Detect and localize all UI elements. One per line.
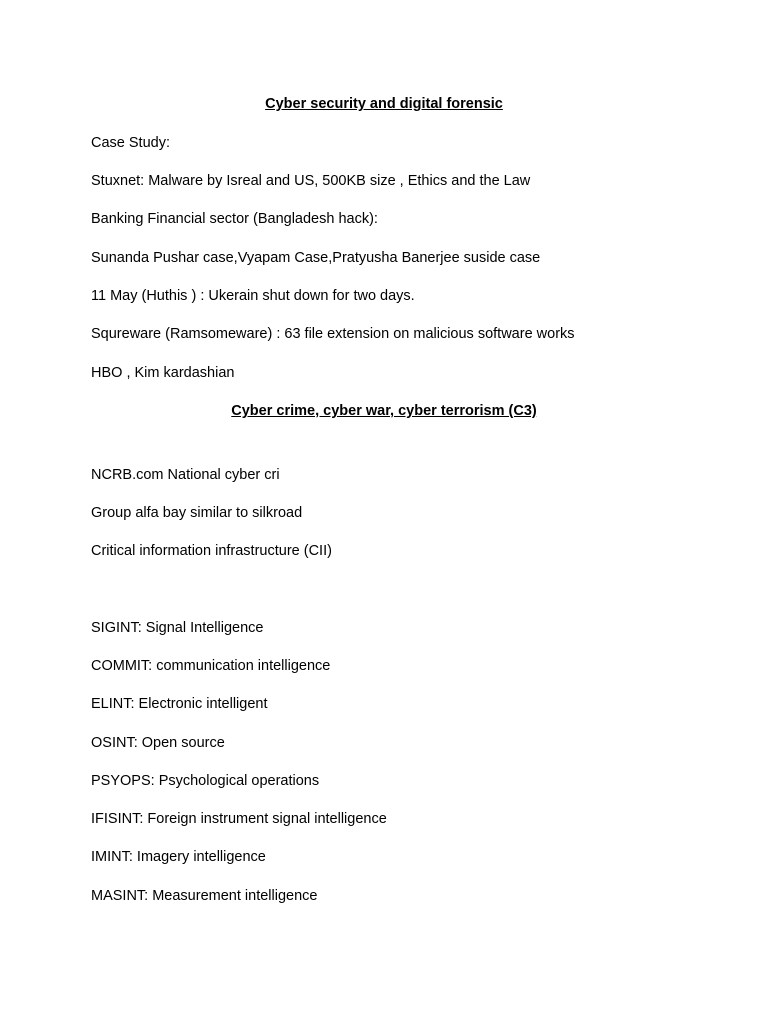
case-study-label: Case Study: [91, 135, 170, 151]
ifisint-line: IFISINT: Foreign instrument signal intelligence [91, 811, 387, 827]
hbo-line: HBO , Kim kardashian [91, 365, 235, 381]
document-title: Cyber security and digital forensic [265, 96, 503, 112]
elint-line: ELINT: Electronic intelligent [91, 696, 268, 712]
alfa-bay-line: Group alfa bay similar to silkroad [91, 505, 303, 521]
masint-line: MASINT: Measurement intelligence [91, 888, 318, 904]
psyops-line: PSYOPS: Psychological operations [91, 773, 320, 789]
ncrb-line: NCRB.com National cyber cri [91, 467, 280, 483]
huthis-line: 11 May (Huthis ) : Ukerain shut down for two days. [91, 288, 415, 304]
cases-line: Sunanda Pushar case,Vyapam Case,Pratyusha Banerjee suside case [91, 250, 541, 266]
imint-line: IMINT: Imagery intelligence [91, 849, 266, 865]
sigint-line: SIGINT: Signal Intelligence [91, 620, 264, 636]
section-subtitle: Cyber crime, cyber war, cyber terrorism (C3) [231, 403, 537, 419]
cii-line: Critical information infrastructure (CII) [91, 543, 332, 559]
osint-line: OSINT: Open source [91, 735, 225, 751]
squreware-line: Squreware (Ramsomeware) : 63 file extension on malicious software works [91, 326, 575, 342]
commit-line: COMMIT: communication intelligence [91, 658, 331, 674]
stuxnet-line: Stuxnet: Malware by Isreal and US, 500KB size , Ethics and the Law [91, 173, 531, 189]
banking-line: Banking Financial sector (Bangladesh hack): [91, 211, 378, 227]
